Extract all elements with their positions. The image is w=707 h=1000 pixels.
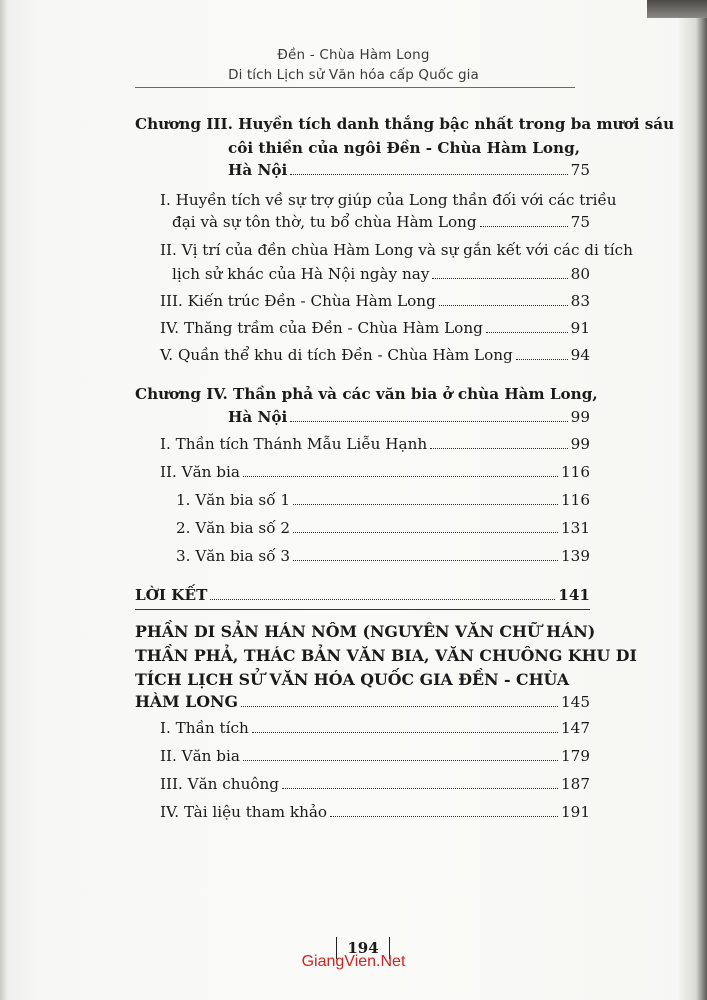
- toc-title: III. Văn chuông: [160, 775, 280, 793]
- chapter3-heading-line1: Chương III. Huyền tích danh thắng bậc nhất trong ba mươi sáu: [135, 115, 675, 133]
- toc-page-number: 116: [561, 491, 590, 509]
- header-rule: [135, 87, 575, 88]
- toc-entry-epilogue: [135, 585, 590, 605]
- dot-leader: [243, 760, 558, 761]
- toc-title: 1. Văn bia số 1: [176, 491, 290, 509]
- chapter3-heading-line2: côi thiền của ngôi Đền - Chùa Hàm Long,: [228, 139, 580, 157]
- toc-entry-part: [135, 692, 590, 712]
- toc-entry-part-4: [160, 802, 590, 822]
- toc-page-number: 94: [570, 346, 590, 364]
- toc-page-number: 99: [570, 435, 590, 453]
- chapter4-heading-line1: Chương IV. Thần phả và các văn bia ở chùa Hàm Long,: [135, 385, 598, 403]
- toc-entry-4-2-1: [176, 490, 590, 510]
- toc-page-number: 75: [570, 213, 590, 231]
- dot-leader: [432, 278, 567, 279]
- toc-title: I. Thần tích: [160, 719, 249, 737]
- toc-title: II. Văn bia: [160, 747, 240, 765]
- toc-title: 3. Văn bia số 3: [176, 547, 290, 565]
- dot-leader: [480, 226, 568, 227]
- dot-leader: [290, 421, 567, 422]
- toc-page-number: 139: [561, 547, 590, 565]
- page-edge-shadow: [679, 0, 707, 1000]
- toc-entry-3-1-line1: I. Huyền tích về sự trợ giúp của Long thần đối với các triều: [160, 191, 617, 209]
- toc-page-number: 131: [561, 519, 590, 537]
- toc-entry-3-3: [160, 291, 590, 311]
- toc-entry-chapter4: [228, 407, 590, 427]
- toc-entry-3-4: [160, 318, 590, 338]
- dot-leader: [243, 476, 558, 477]
- toc-entry-3-2: [172, 264, 590, 284]
- toc-page-number: 116: [561, 463, 590, 481]
- toc-title: I. Thần tích Thánh Mẫu Liễu Hạnh: [160, 435, 428, 453]
- toc-entry-chapter3: [228, 160, 590, 180]
- dot-leader: [486, 332, 568, 333]
- dot-leader: [290, 174, 567, 175]
- dot-leader: [439, 305, 568, 306]
- dot-leader: [282, 788, 558, 789]
- toc-page-number: 187: [561, 775, 590, 793]
- toc-title: II. Văn bia: [160, 463, 240, 481]
- toc-entry-4-1: [160, 434, 590, 454]
- toc-entry-3-2-line1: II. Vị trí của đền chùa Hàm Long và sự gắn kết với các di tích: [160, 241, 633, 259]
- toc-entry-3-1: [172, 212, 590, 232]
- toc-title: Hà Nội: [228, 408, 288, 426]
- dot-leader: [293, 532, 558, 533]
- running-header-title: Đền - Chùa Hàm Long: [277, 47, 430, 63]
- dot-leader: [241, 706, 558, 707]
- toc-page-number: 191: [561, 803, 590, 821]
- part-heading-line3: TÍCH LỊCH SỬ VĂN HÓA QUỐC GIA ĐỀN - CHÙA: [135, 670, 570, 689]
- toc-page-number: 75: [570, 161, 590, 179]
- toc-page-number: 99: [570, 408, 590, 426]
- page-gutter: [0, 0, 8, 1000]
- toc-page-number: 80: [570, 265, 590, 283]
- toc-title: 2. Văn bia số 2: [176, 519, 290, 537]
- toc-title: IV. Tài liệu tham khảo: [160, 803, 328, 821]
- dot-leader: [430, 448, 568, 449]
- dot-leader: [252, 732, 558, 733]
- toc-entry-4-2-3: [176, 546, 590, 566]
- toc-entry-part-1: [160, 718, 590, 738]
- toc-entry-3-5: [160, 345, 590, 365]
- toc-page-number: 91: [570, 319, 590, 337]
- toc-title: IV. Thăng trầm của Đền - Chùa Hàm Long: [160, 319, 483, 337]
- toc-title: LỜI KẾT: [135, 586, 208, 604]
- dot-leader: [293, 560, 558, 561]
- dot-leader: [516, 359, 568, 360]
- dot-leader: [293, 504, 558, 505]
- toc-page-number: 141: [558, 586, 590, 604]
- toc-page-number: 145: [561, 693, 590, 711]
- toc-title: đại và sự tôn thờ, tu bổ chùa Hàm Long: [172, 213, 477, 231]
- toc-entry-4-2-2: [176, 518, 590, 538]
- toc-entry-part-3: [160, 774, 590, 794]
- toc-entry-part-2: [160, 746, 590, 766]
- toc-page-number: 83: [570, 292, 590, 310]
- toc-title: HÀM LONG: [135, 692, 238, 711]
- toc-page-number: 179: [561, 747, 590, 765]
- dot-leader: [330, 816, 558, 817]
- toc-page-number: 147: [561, 719, 590, 737]
- toc-title: Hà Nội: [228, 161, 288, 179]
- toc-title: lịch sử khác của Hà Nội ngày nay: [172, 265, 430, 283]
- running-header-subtitle: Di tích Lịch sử Văn hóa cấp Quốc gia: [228, 67, 479, 83]
- part-heading-line1: PHẦN DI SẢN HÁN NÔM (NGUYÊN VĂN CHỮ HÁN): [135, 622, 596, 641]
- toc-entry-4-2: [160, 462, 590, 482]
- part-heading-line2: THẦN PHẢ, THÁC BẢN VĂN BIA, VĂN CHUÔNG KHU DI: [135, 646, 637, 665]
- toc-title: V. Quần thể khu di tích Đền - Chùa Hàm Long: [160, 346, 513, 364]
- background-corner: [647, 0, 707, 18]
- dot-leader: [210, 599, 555, 600]
- section-divider: [135, 609, 590, 610]
- toc-title: III. Kiến trúc Đền - Chùa Hàm Long: [160, 292, 436, 310]
- page-number-text: 194: [347, 939, 379, 957]
- watermark-text: GiangVien.Net: [301, 953, 406, 970]
